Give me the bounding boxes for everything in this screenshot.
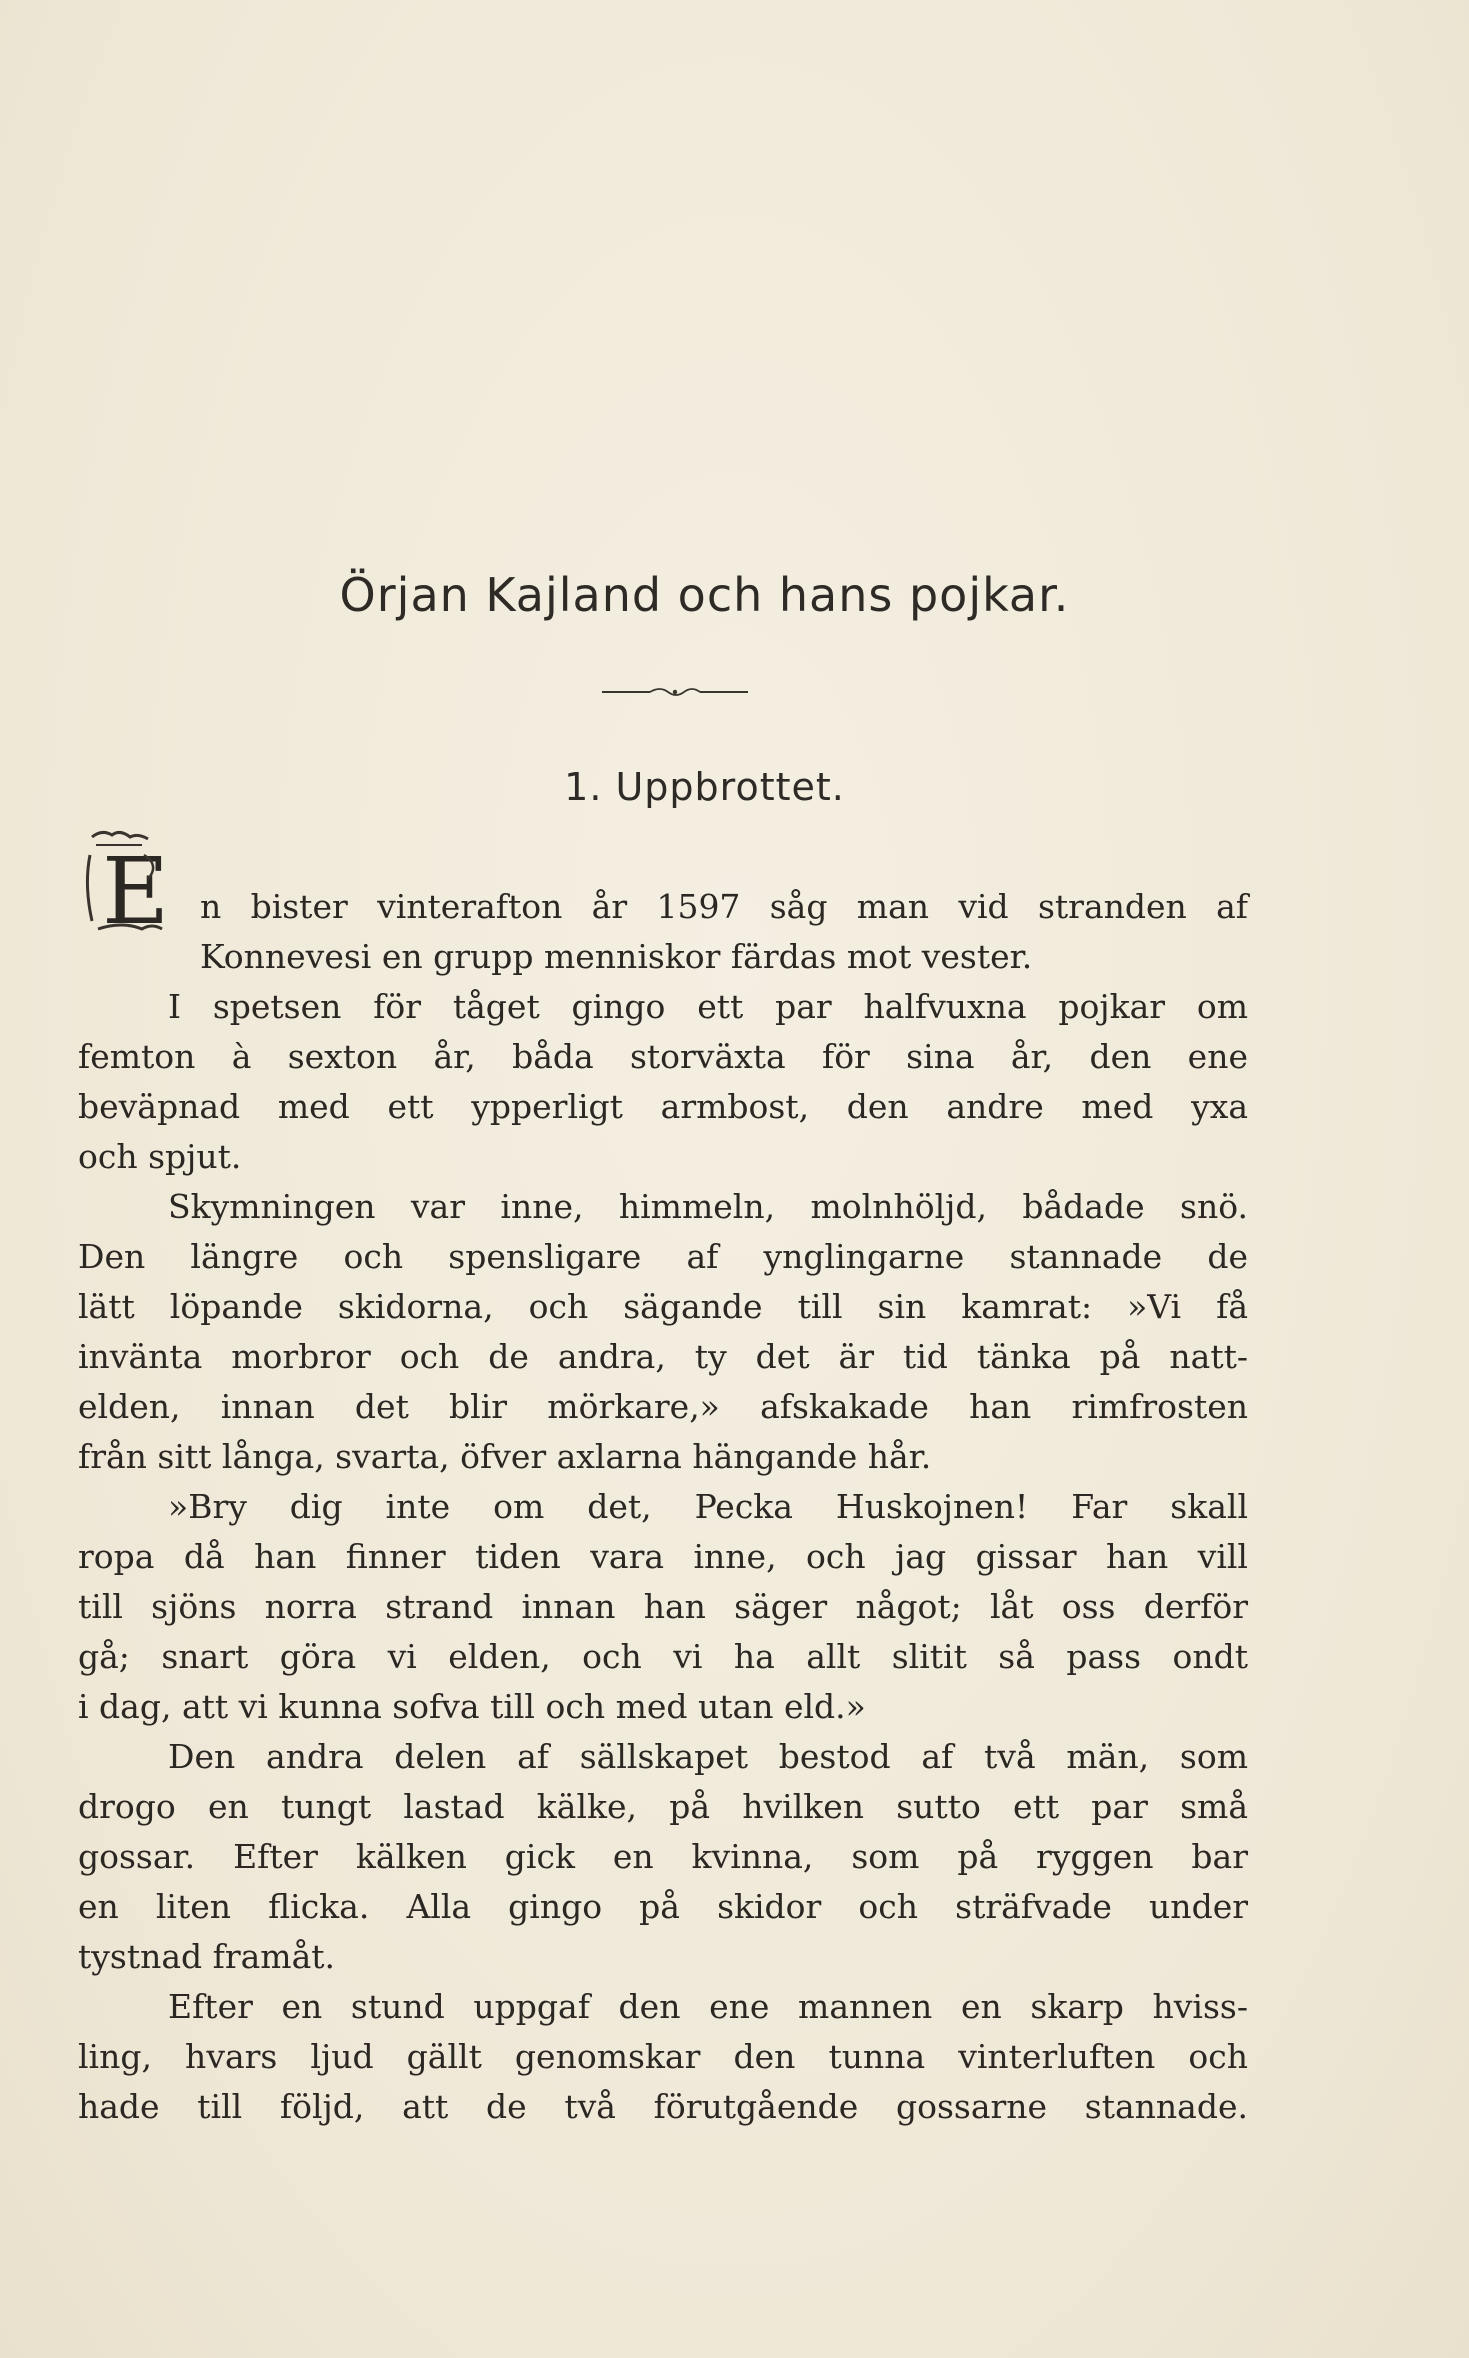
text-line: Den andra delen af sällskapet bestod af två män, som bbox=[168, 1737, 1248, 1776]
text-line: drogo en tungt lastad kälke, på hvilken sutto ett par små bbox=[78, 1787, 1248, 1826]
text-line: I spetsen för tåget gingo ett par halfvuxna pojkar om bbox=[168, 987, 1248, 1026]
text-line: en liten flicka. Alla gingo på skidor och sträfvade under bbox=[78, 1887, 1248, 1926]
text-line: Skymningen var inne, himmeln, molnhöljd, bådade snö. bbox=[168, 1187, 1248, 1226]
text-line: gossar. Efter kälken gick en kvinna, som på ryggen bar bbox=[78, 1837, 1248, 1876]
text-line: n bister vinterafton år 1597 såg man vid stranden af bbox=[200, 887, 1248, 926]
text-line: Den längre och spensligare af ynglingarne stannade de bbox=[78, 1237, 1248, 1276]
text-line: lätt löpande skidorna, och sägande till sin kamrat: »Vi få bbox=[78, 1287, 1248, 1326]
text-line: och spjut. bbox=[78, 1137, 242, 1176]
text-line: invänta morbror och de andra, ty det är tid tänka på natt- bbox=[78, 1337, 1248, 1376]
text-line: i dag, att vi kunna sofva till och med utan eld.» bbox=[78, 1687, 866, 1726]
text-line: »Bry dig inte om det, Pecka Huskojnen! Far skall bbox=[168, 1487, 1248, 1526]
text-line: hade till följd, att de två förutgående gossarne stannade. bbox=[78, 2087, 1248, 2126]
text-line: Konnevesi en grupp menniskor färdas mot vester. bbox=[200, 937, 1033, 976]
chapter-heading: 1. Uppbrottet. bbox=[564, 765, 845, 809]
text-line: beväpnad med ett ypperligt armbost, den andre med yxa bbox=[78, 1087, 1248, 1126]
text-line: elden, innan det blir mörkare,» afskakade han rimfrosten bbox=[78, 1387, 1248, 1426]
text-line: till sjöns norra strand innan han säger något; låt oss derför bbox=[78, 1587, 1248, 1626]
text-line: från sitt långa, svarta, öfver axlarna hängande hår. bbox=[78, 1437, 932, 1476]
svg-text:E: E bbox=[102, 838, 170, 945]
decorative-initial-icon bbox=[82, 825, 174, 945]
text-line: gå; snart göra vi elden, och vi ha allt slitit så pass ondt bbox=[78, 1637, 1248, 1676]
text-line: Efter en stund uppgaf den ene mannen en skarp hviss- bbox=[168, 1987, 1248, 2026]
text-line: ling, hvars ljud gällt genomskar den tunna vinterluften och bbox=[78, 2037, 1248, 2076]
text-line: tystnad framåt. bbox=[78, 1937, 336, 1976]
page-title: Örjan Kajland och hans pojkar. bbox=[339, 568, 1070, 622]
divider-ornament bbox=[600, 684, 750, 700]
text-line: ropa då han finner tiden vara inne, och jag gissar han vill bbox=[78, 1537, 1248, 1576]
text-line: femton à sexton år, båda storväxta för sina år, den ene bbox=[78, 1037, 1248, 1076]
